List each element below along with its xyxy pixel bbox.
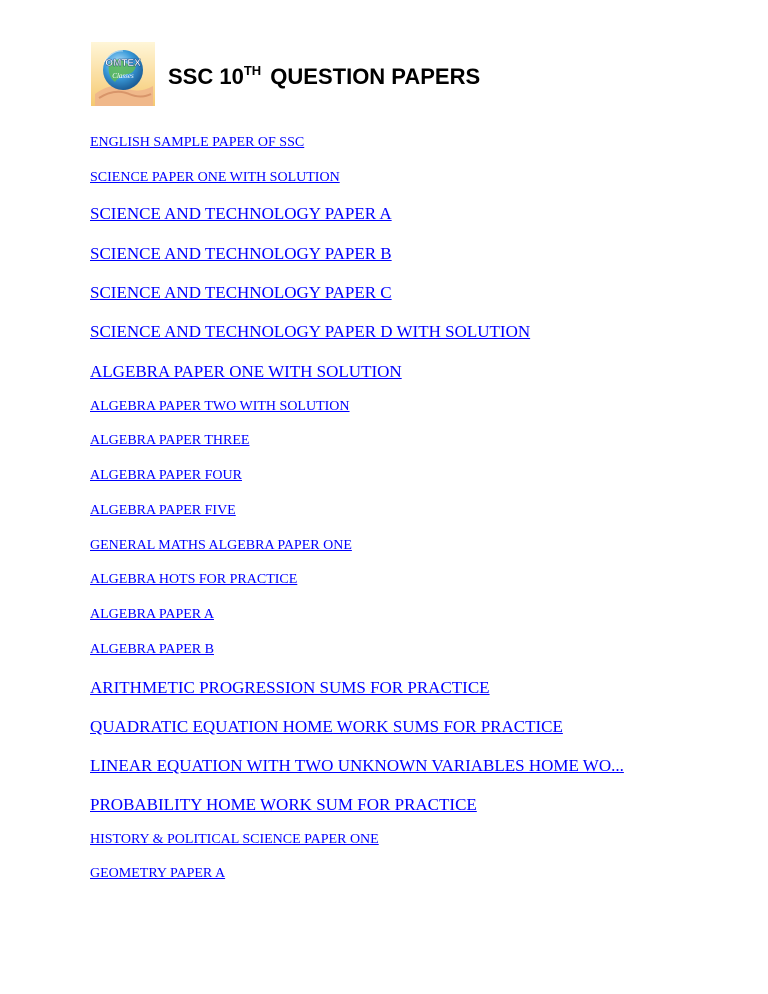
omtex-logo [91, 42, 155, 106]
page-title [168, 63, 481, 89]
logo-subtext: Classes [112, 72, 134, 80]
paper-link[interactable]: ALGEBRA PAPER TWO WITH SOLUTION [90, 399, 350, 414]
paper-link[interactable]: SCIENCE AND TECHNOLOGY PAPER B [90, 244, 392, 263]
paper-link[interactable]: SCIENCE PAPER ONE WITH SOLUTION [90, 170, 340, 185]
paper-link[interactable]: GENERAL MATHS ALGEBRA PAPER ONE [90, 538, 352, 553]
paper-link[interactable]: ALGEBRA PAPER A [90, 607, 214, 622]
title-superscript: TH [243, 63, 262, 78]
paper-link[interactable]: QUADRATIC EQUATION HOME WORK SUMS FOR PRACTICE [90, 717, 563, 736]
paper-link[interactable]: ALGEBRA PAPER FOUR [90, 468, 242, 483]
omtex-logo-graphic [91, 42, 155, 106]
paper-link[interactable]: SCIENCE AND TECHNOLOGY PAPER D WITH SOLUTION [90, 322, 531, 341]
paper-link[interactable]: ALGEBRA PAPER FIVE [90, 503, 236, 518]
paper-link[interactable]: PROBABILITY HOME WORK SUM FOR PRACTICE [90, 795, 477, 814]
paper-link[interactable]: ENGLISH SAMPLE PAPER OF SSC [90, 135, 305, 150]
paper-link[interactable]: HISTORY & POLITICAL SCIENCE PAPER ONE [90, 832, 379, 847]
paper-link[interactable]: SCIENCE AND TECHNOLOGY PAPER C [90, 283, 392, 302]
paper-link[interactable]: LINEAR EQUATION WITH TWO UNKNOWN VARIABLES HOME WO... [90, 756, 624, 775]
paper-link[interactable]: ALGEBRA HOTS FOR PRACTICE [90, 572, 298, 587]
paper-link[interactable]: ARITHMETIC PROGRESSION SUMS FOR PRACTICE [90, 678, 490, 697]
paper-link[interactable]: ALGEBRA PAPER B [90, 642, 214, 657]
title-prefix: SSC 10 [168, 64, 244, 89]
logo-text: OMTEX [105, 58, 141, 69]
title-suffix: QUESTION PAPERS [270, 64, 481, 89]
paper-link[interactable]: ALGEBRA PAPER ONE WITH SOLUTION [90, 362, 402, 381]
paper-link[interactable]: ALGEBRA PAPER THREE [90, 433, 250, 448]
paper-link[interactable]: SCIENCE AND TECHNOLOGY PAPER A [90, 204, 392, 223]
paper-link[interactable]: GEOMETRY PAPER A [90, 866, 226, 881]
